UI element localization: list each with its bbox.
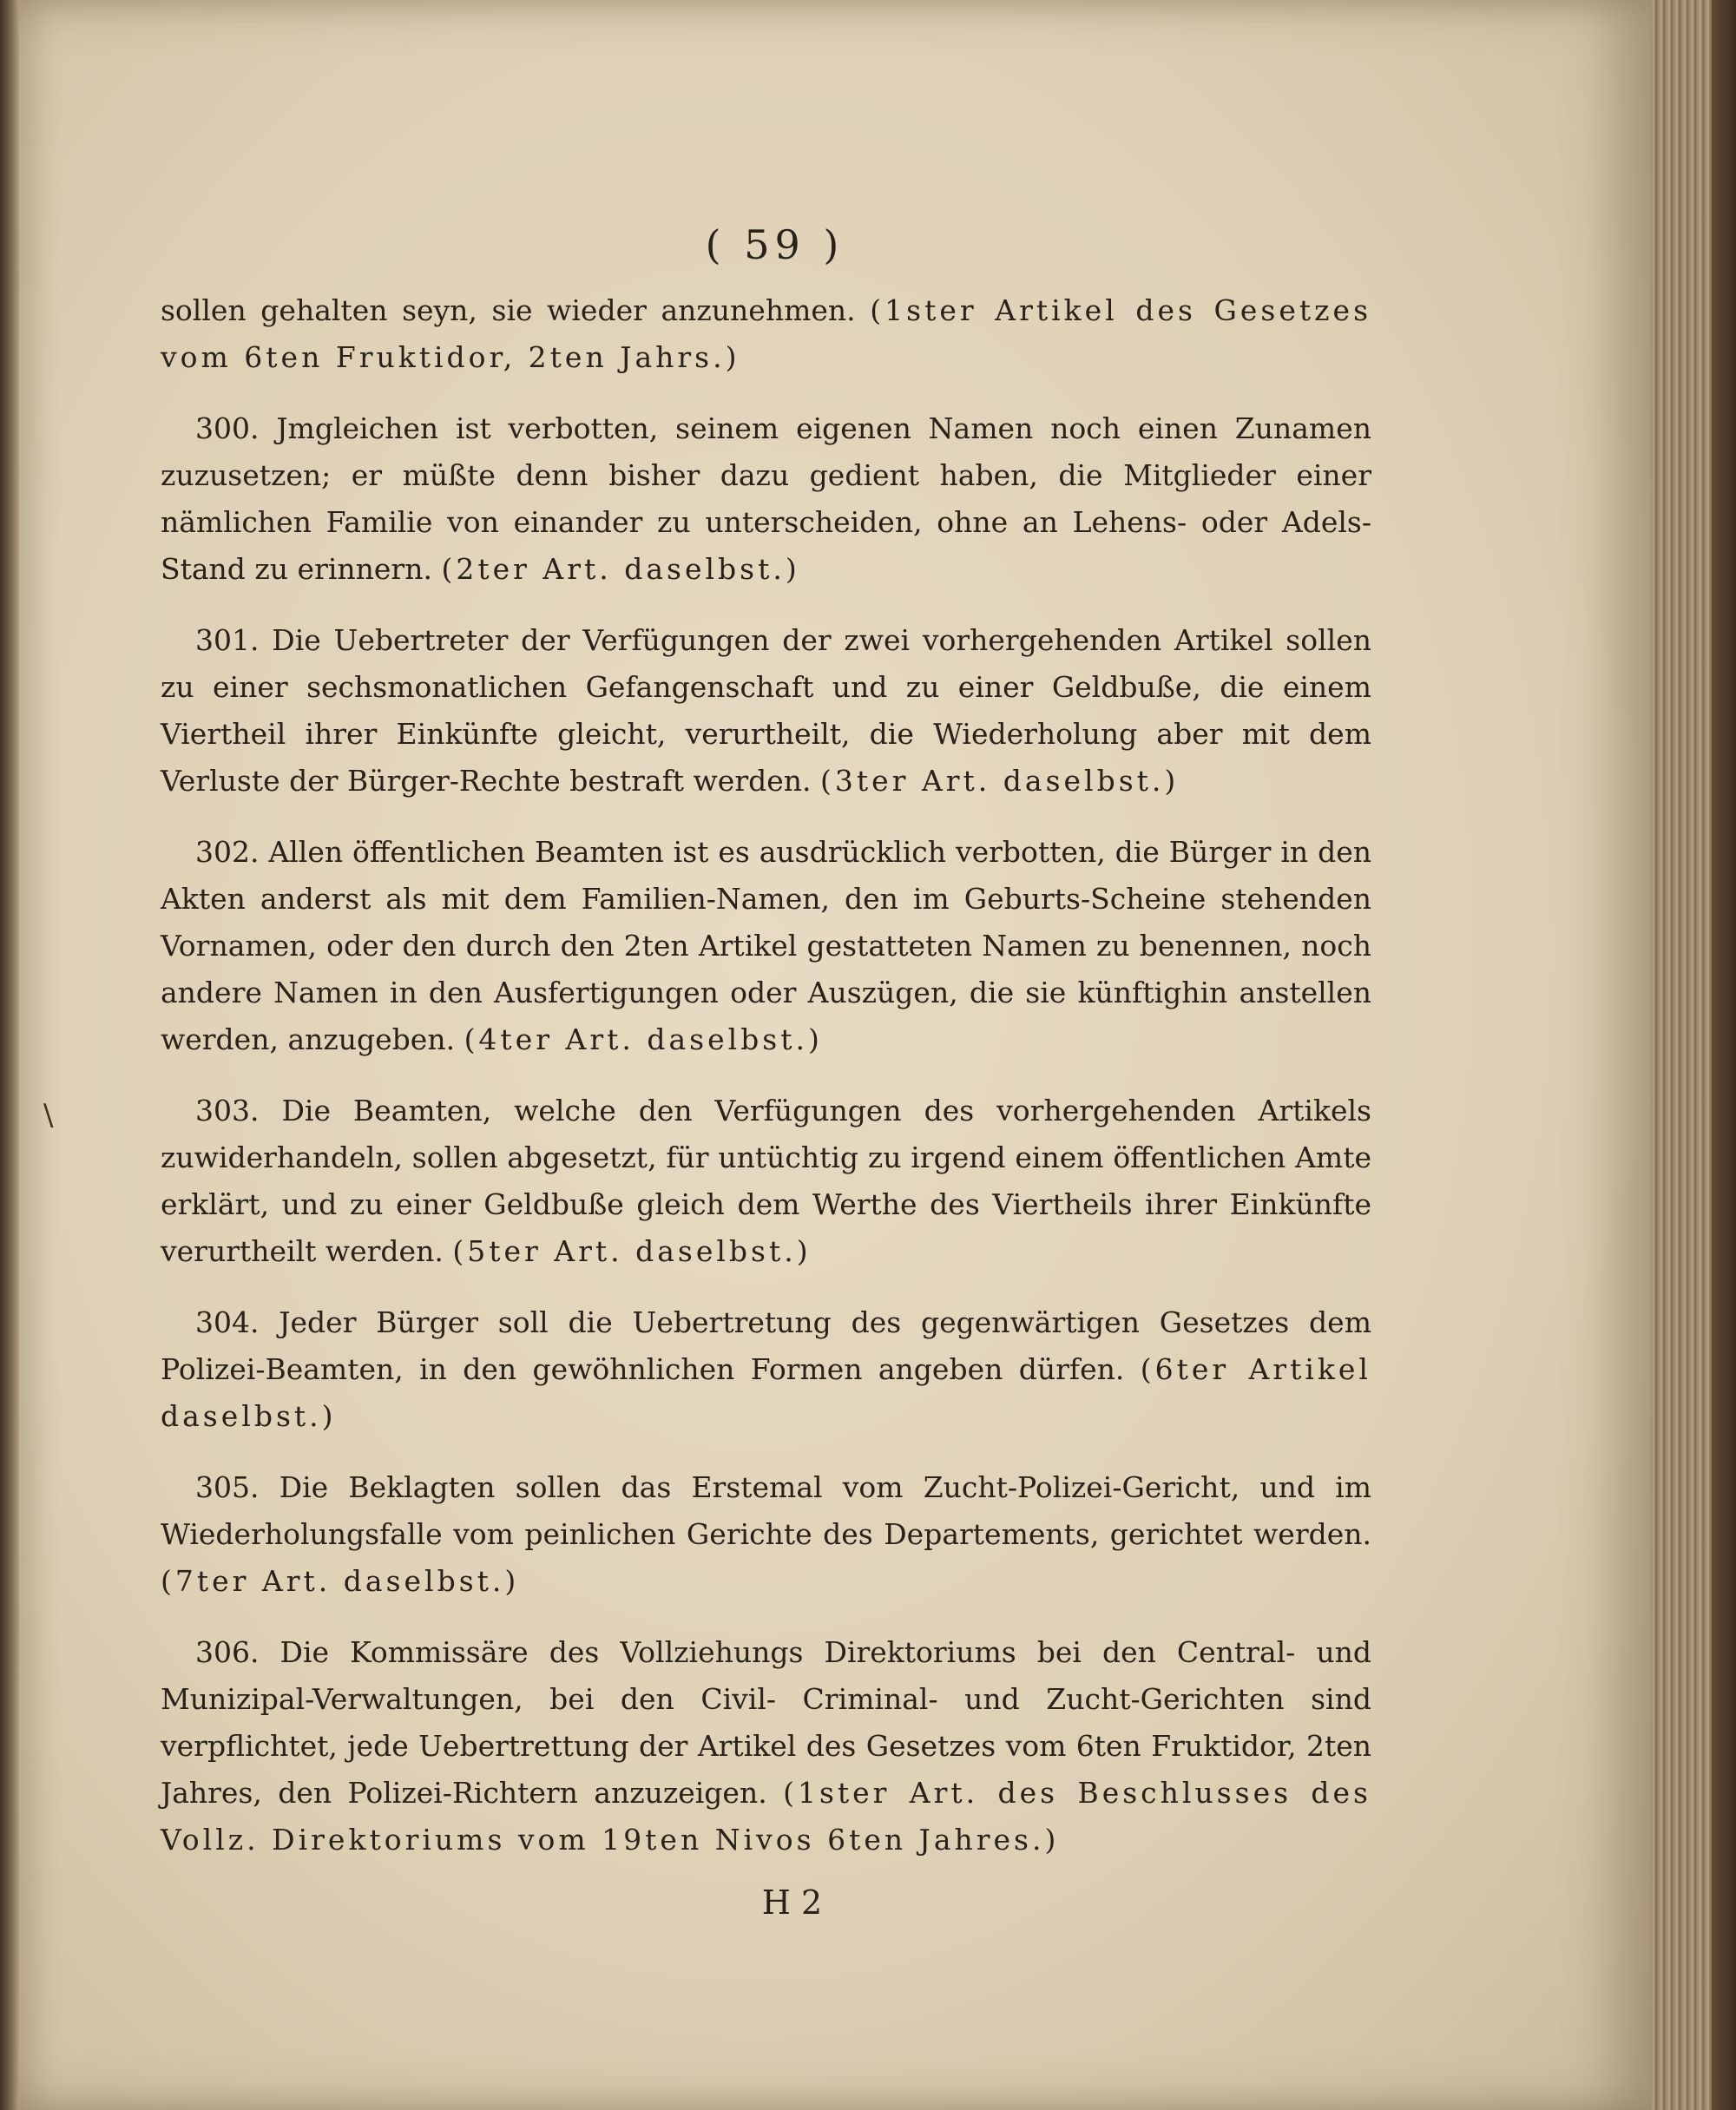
- paragraph-reference: (1ster Art. des Beschlusses des Vollz. Direktoriums vom 19ten Nivos 6ten Jahres.): [161, 1776, 1371, 1857]
- margin-mark: \: [43, 1098, 54, 1133]
- paragraph-reference: (6ter Artikel daselbst.): [161, 1352, 1371, 1433]
- paragraph-reference: (1ster Artikel des Gesetzes vom 6ten Fruktidor, 2ten Jahrs.): [161, 293, 1372, 374]
- paragraph-301: [161, 617, 1371, 805]
- paragraph-number: 303.: [195, 1094, 260, 1127]
- binding-edge: [0, 0, 21, 2110]
- paragraph-number: 300.: [195, 411, 260, 445]
- paragraph-text: Die Beamten, welche den Verfügungen des vorhergehenden Artikels zuwiderhandeln, sollen abgesetzt, für untüchtig zu irgend einem öffentlichen Amte erklärt, und zu einer Geldbuße gleich dem Werthe des Viertheils ihrer Einkünfte verurtheilt werden.: [161, 1094, 1371, 1268]
- paragraph-number: 305.: [195, 1470, 260, 1504]
- paragraph-303: [161, 1088, 1371, 1275]
- paragraph-304: [161, 1299, 1371, 1440]
- paragraph-number: 301.: [195, 623, 260, 657]
- paragraph-300: [161, 405, 1371, 593]
- paragraph-continuation: [161, 287, 1371, 381]
- paragraph-reference: (3ter Art. daselbst.): [820, 764, 1180, 798]
- page-text: [161, 221, 1371, 1926]
- paragraph-text: Die Uebertreter der Verfügungen der zwei vorhergehenden Artikel sollen zu einer sechsmonatlichen Gefangenschaft und zu einer Geldbuße, die einem Viertheil ihrer Einkünfte gleicht, verurtheilt, die Wiederholung aber mit dem Verluste der Bürger-Rechte bestraft werden.: [161, 623, 1371, 798]
- paragraph-305: [161, 1464, 1371, 1605]
- paragraph-number: 302.: [195, 835, 260, 869]
- paragraph-number: 304.: [195, 1305, 260, 1339]
- paragraph-reference: (4ter Art. daselbst.): [464, 1022, 823, 1056]
- paragraph-text: Jmgleichen ist verbotten, seinem eigenen Namen noch einen Zunamen zuzusetzen; er müßte denn bisher dazu gedient haben, die Mitglieder einer nämlichen Familie von einander zu unterscheiden, ohne an Lehens- oder Adels-Stand zu erinnern.: [161, 411, 1371, 586]
- printer-signature-mark: H 2: [761, 1883, 823, 1922]
- paragraph-reference: (5ter Art. daselbst.): [452, 1234, 812, 1268]
- paragraph-text: Jeder Bürger soll die Uebertretung des gegenwärtigen Gesetzes dem Polizei-Beamten, in den gewöhnlichen Formen angeben dürfen.: [161, 1305, 1371, 1386]
- paragraph-text: sollen gehalten seyn, sie wieder anzunehmen.: [161, 293, 856, 327]
- paragraph-number: 306.: [195, 1635, 260, 1669]
- paragraph-text: Allen öffentlichen Beamten ist es ausdrücklich verbotten, die Bürger in den Akten anderst als mit dem Familien-Namen, den im Geburts-Scheine stehenden Vornamen, oder den durch den 2ten Artikel gestatteten Namen zu benennen, noch andere Namen in den Ausfertigungen oder Auszügen, die sie künftighin anstellen werden, anzugeben.: [161, 835, 1371, 1056]
- paragraph-reference: (7ter Art. daselbst.): [161, 1564, 520, 1598]
- paragraph-306: [161, 1629, 1371, 1864]
- paragraph-reference: (2ter Art. daselbst.): [441, 552, 800, 586]
- page-fore-edge: [1651, 0, 1736, 2110]
- paragraph-text: Die Beklagten sollen das Erstemal vom Zucht-Polizei-Gericht, und im Wiederholungsfalle vom peinlichen Gerichte des Departements, gerichtet werden.: [161, 1470, 1371, 1551]
- paragraph-text: Die Kommissäre des Vollziehungs Direktoriums bei den Central- und Munizipal-Verwaltungen, bei den Civil- Criminal- und Zucht-Gerichten sind verpflichtet, jede Uebertrettung der Artikel des Gesetzes vom 6ten Fruktidor, 2ten Jahres, den Polizei-Richtern anzuzeigen.: [161, 1635, 1371, 1810]
- page-number-header: ( 59 ): [705, 221, 845, 268]
- paragraph-302: [161, 829, 1371, 1063]
